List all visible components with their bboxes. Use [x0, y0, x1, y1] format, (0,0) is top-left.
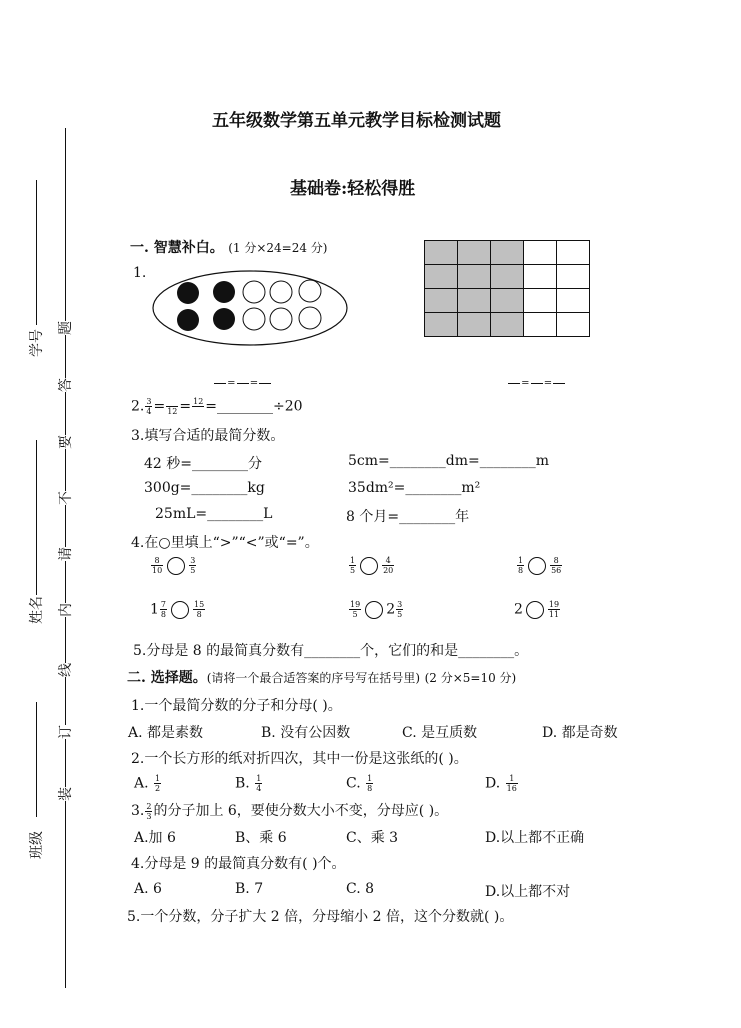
q4-compare: 1 $\frac{7}{8}$ $\frac{15}{8}$ [150, 600, 205, 619]
q3-item: 25mL=________L [155, 506, 273, 522]
mc-option[interactable]: D. 都是奇数 [542, 725, 618, 741]
mc-option[interactable]: D. $\frac{1}{16}$ [485, 774, 517, 793]
compare-circle[interactable] [528, 557, 546, 575]
mc-option[interactable]: B. $\frac{1}{4}$ [235, 774, 262, 793]
mc-option[interactable]: A. $\frac{1}{2}$ [134, 774, 161, 793]
section2-heading [127, 667, 516, 687]
mc-option[interactable]: D.以上都不对 [485, 884, 571, 900]
binding-char: 订 [55, 725, 75, 739]
q1-number: 1. [133, 265, 147, 281]
compare-circle[interactable] [360, 557, 378, 575]
section1-heading [130, 237, 327, 257]
q1-ellipse-figure [150, 268, 350, 348]
binding-char: 请 [55, 547, 75, 561]
q4-compare: $\frac{8}{10}$ $\frac{3}{5}$ [152, 556, 196, 575]
mc-option[interactable]: D.以上都不正确 [485, 830, 585, 846]
q3-item: 35dm²=________m² [348, 480, 481, 496]
student-id-label: 学号 [29, 329, 45, 357]
page-title: 五年级数学第五单元教学目标检测试题 [212, 111, 501, 131]
section2-note: (请将一个最合适答案的序号写在括号里) [206, 671, 421, 685]
binding-char: 线 [55, 663, 75, 677]
compare-circle[interactable] [167, 557, 185, 575]
q2-line: 2. $\frac{3}{4}$ = 12 = 12 =________÷20 [131, 397, 303, 416]
q3-item: 5cm=________dm=________m [348, 453, 549, 469]
section1-score: (1 分×24=24 分) [228, 241, 328, 255]
student-id-blank [36, 180, 37, 325]
q3-item: 42 秒=________分 [144, 456, 262, 472]
q5-prompt: 5.分母是 8 的最简真分数有________个，它们的和是________。 [133, 643, 529, 659]
binding-char: 答 [55, 378, 75, 392]
mc-option[interactable]: C. 是互质数 [402, 725, 478, 741]
mc-q2: 2.一个长方形的纸对折四次，其中一份是这张纸的( )。 [131, 751, 468, 767]
q4-compare: 2 $\frac{19}{11}$ [514, 600, 560, 619]
name-blank [36, 440, 37, 595]
mc-q5: 5.一个分数，分子扩大 2 倍，分母缩小 2 倍，这个分数就( )。 [127, 909, 514, 925]
compare-circle[interactable] [365, 601, 383, 619]
mc-option[interactable]: B. 没有公因数 [261, 725, 351, 741]
compare-circle[interactable] [526, 601, 544, 619]
section1-title: 一. 智慧补白。 [130, 240, 224, 256]
mc-q3: 3. $\frac{2}{3}$ 的分子加上 6，要使分数大小不变，分母应( )。 [131, 801, 449, 821]
mc-q1: 1.一个最简分数的分子和分母( )。 [131, 698, 342, 714]
section2-score: (2 分×5=10 分) [424, 671, 517, 685]
class-label: 班级 [29, 831, 45, 859]
binding-char: 题 [55, 321, 75, 335]
q3-prompt: 3.填写合适的最简分数。 [131, 428, 285, 444]
mc-option[interactable]: A. 都是素数 [128, 725, 204, 741]
mc-option[interactable]: C. $\frac{1}{8}$ [346, 774, 373, 793]
q3-item: 8 个月=________年 [346, 509, 470, 525]
mc-option[interactable]: C. 8 [346, 881, 375, 897]
q1-left-answer: = = [213, 374, 272, 393]
name-label: 姓名 [29, 596, 45, 624]
class-blank [36, 702, 37, 817]
binding-char: 内 [55, 603, 75, 617]
binding-char: 不 [55, 491, 75, 505]
compare-circle[interactable] [171, 601, 189, 619]
section2-title: 二. 选择题。 [127, 670, 207, 686]
q1-grid-figure [424, 240, 590, 337]
page-subtitle: 基础卷:轻松得胜 [290, 179, 416, 199]
q3-item: 300g=________kg [144, 480, 265, 496]
binding-char: 要 [55, 435, 75, 449]
mc-option[interactable]: A. 6 [134, 881, 162, 897]
mc-option[interactable]: C、乘 3 [346, 830, 399, 846]
mc-q4: 4.分母是 9 的最简真分数有( )个。 [131, 856, 346, 872]
binding-char: 装 [55, 787, 75, 801]
mc-option[interactable]: B. 7 [235, 881, 264, 897]
mc-option[interactable]: A.加 6 [134, 830, 176, 846]
q1-right-answer: = = [507, 374, 566, 393]
q4-compare: $\frac{19}{5}$ 2 $\frac{3}{5}$ [350, 600, 403, 619]
q4-prompt: 4.在○里填上“>”“<”或“=”。 [131, 535, 319, 551]
q4-compare: $\frac{1}{5}$ $\frac{4}{20}$ [350, 556, 394, 575]
q4-compare: $\frac{1}{8}$ $\frac{8}{56}$ [518, 556, 562, 575]
mc-option[interactable]: B、乘 6 [235, 830, 287, 846]
q2-number: 2. [131, 398, 145, 415]
